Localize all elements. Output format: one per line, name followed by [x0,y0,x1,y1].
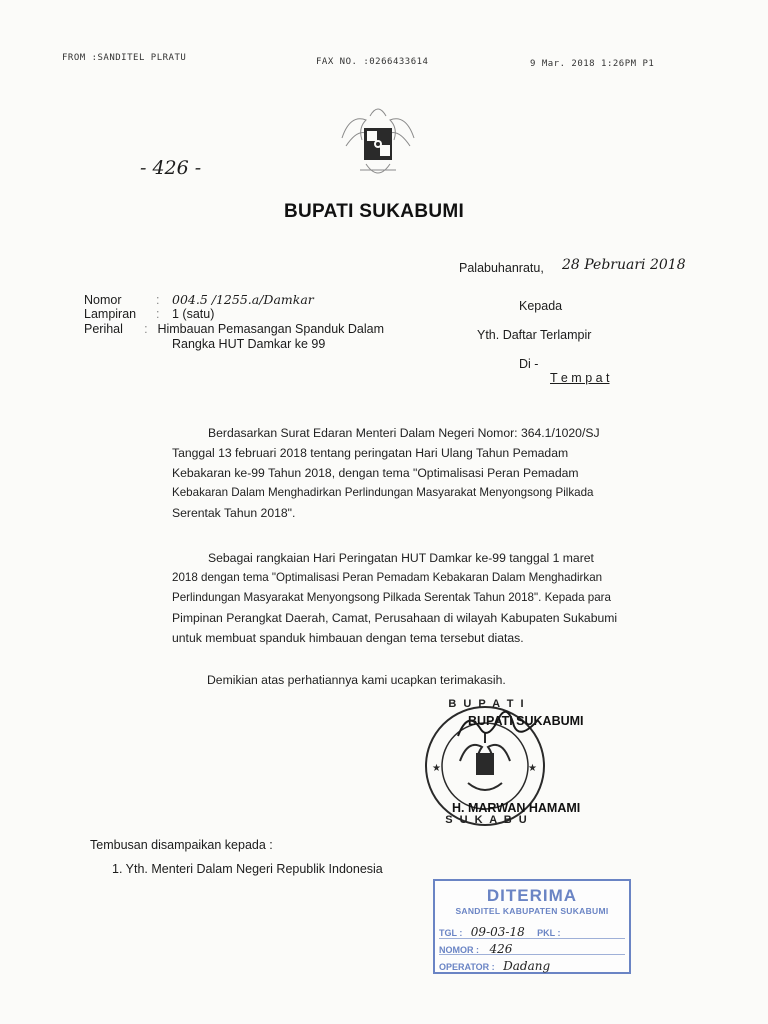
meta-label: Lampiran [84,307,137,321]
addressee-tempat: T e m p a t [550,371,610,385]
fax-datetime: 9 Mar. 2018 1:26PM P1 [530,59,655,69]
stamp-operator-value: Dadang [503,959,551,973]
stamp-org: SANDITEL KABUPATEN SUKABUMI [455,906,609,916]
stamp-tgl-value: 09-03-18 [470,925,525,939]
paragraph-line: Kebakaran Dalam Menghadirkan Perlindungan Masyarakat Menyongsong Pilkada [172,486,594,499]
tembusan-item: 1. Yth. Menteri Dalam Negeri Republik Indonesia [112,862,383,876]
fax-from: FROM :SANDITEL PLRATU [62,53,187,63]
stamp-tgl-label: TGL : [439,928,463,938]
stamp-row-tgl [439,923,625,939]
svg-text:★: ★ [528,763,537,774]
seal-text-bottom: S U K A B U [445,814,529,826]
meta-label: Perihal [84,321,123,336]
handwritten-number: - 426 - [140,157,202,179]
stamp-nomor-label: NOMOR : [439,945,479,955]
stamp-title: DITERIMA [486,886,578,905]
paragraph-line: Tanggal 13 februari 2018 tentang peringatan Hari Ulang Tahun Pemadam [172,446,569,460]
meta-separator: : [156,292,160,307]
meta-value-nomor: 004.5 /1255.a/Damkar [172,292,314,307]
meta-value-perihal: Himbauan Pemasangan Spanduk Dalam [157,321,384,336]
paragraph-3: Demikian atas perhatiannya kami ucapkan terimakasih. [207,673,506,687]
paragraph-line: Serentak Tahun 2018". [172,506,296,520]
meta-separator: : [156,307,160,321]
signatory-title-text: BUPATI SUKABUMI [468,714,584,728]
addressee-yth: Yth. Daftar Terlampir [477,328,592,342]
meta-row-perihal-cont [84,336,384,351]
paragraph-line: untuk membuat spanduk himbauan dengan tema tersebut diatas. [172,631,524,645]
meta-value-lampiran: 1 (satu) [172,307,215,321]
letter-date: 28 Pebruari 2018 [562,257,686,273]
paragraph-line: 2018 dengan tema "Optimalisasi Peran Pemadam Kebakaran Dalam Menghadirkan [172,571,603,584]
meta-row-nomor [84,292,384,307]
paragraph-line: Pimpinan Perangkat Daerah, Camat, Perusahaan di wilayah Kabupaten Sukabumi [172,611,618,625]
place-label: Palabuhanratu, [459,261,544,275]
svg-text:★: ★ [432,763,441,774]
signature-scribble-icon [448,706,568,746]
signatory-name: H. MARWAN HAMAMI [452,801,581,815]
letterhead-title: BUPATI SUKABUMI [284,201,465,222]
stamp-row-operator [439,957,625,971]
letter-meta [84,292,384,351]
addressee-kepada: Kepada [519,299,563,313]
paragraph-line: Perlindungan Masyarakat Menyongsong Pilkada Serentak Tahun 2018". Kepada para [172,591,611,604]
meta-value-perihal-line2: Rangka HUT Damkar ke 99 [172,336,326,351]
stamp-operator-label: OPERATOR : [439,962,495,972]
seal-text-top: B U P A T I [448,698,526,710]
garuda-emblem-icon [336,98,420,190]
stamp-row-nomor [439,940,625,955]
paragraph-1 [172,423,692,523]
meta-label: Nomor [84,292,122,307]
stamp-nomor-value: 426 [489,942,513,956]
meta-row-perihal [84,321,384,336]
paragraph-line: Berdasarkan Surat Edaran Menteri Dalam Negeri Nomor: 364.1/1020/SJ [208,426,600,440]
paragraph-line: Kebakaran ke-99 Tahun 2018, dengan tema "Optimalisasi Peran Pemadam [172,466,579,480]
meta-row-lampiran [84,307,384,321]
addressee-di: Di - [519,357,539,371]
stamp-pkl-label: PKL : [537,928,561,938]
tembusan-heading: Tembusan disampaikan kepada : [90,838,273,852]
paragraph-2 [172,548,692,648]
fax-number: FAX NO. :0266433614 [316,57,429,67]
paragraph-line: Sebagai rangkaian Hari Peringatan HUT Damkar ke-99 tanggal 1 maret [208,551,594,565]
meta-separator: : [144,321,148,336]
received-stamp [433,879,631,974]
